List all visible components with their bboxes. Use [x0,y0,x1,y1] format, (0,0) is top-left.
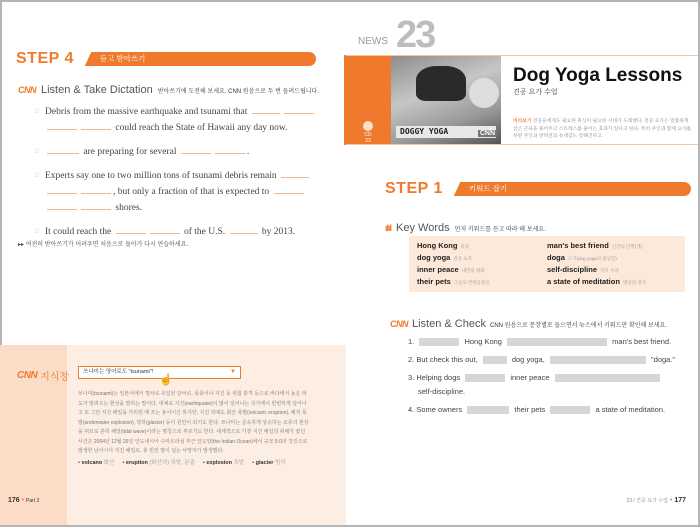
step-label: STEP 1 [385,180,443,197]
step-1-header [385,180,691,198]
dictation-section-title [18,84,319,96]
banner-accent [346,56,391,144]
chevron-down-icon[interactable]: ▼ [230,369,236,375]
dictation-blank[interactable] [150,225,180,234]
item-number: 4. [408,405,415,414]
dictation-text: . [246,147,250,157]
dictation-text: could reach the State of Hawaii any day now. [115,123,288,133]
news-number: 23 [396,14,435,56]
keyword-ko: 견공 요가 [453,256,472,261]
item-text: Hong Kong [464,337,502,346]
cnn-logo-icon: CNN [479,130,495,137]
dictation-text: Debris from the massive earthquake and tsunami that [45,107,248,117]
listen-check-heading: Listen & Check [412,318,486,330]
keyword-item [547,277,677,287]
keyword-en: inner peace [417,265,459,274]
term-en: eruption [125,460,148,466]
item-text: Some owners [416,405,463,414]
lesson-title: Dog Yoga Lessons [513,65,683,86]
dictation-blank[interactable] [230,225,258,234]
check-list [408,335,693,421]
dictation-item [37,224,317,240]
preview-label: 미리보기 [513,119,532,124]
keyword-ko: 자기 수양 [600,268,619,273]
knowledge-body: 쓰나미(tsunami)는 일본어에서 명사로 유입된 단어로, 폭풍이나 지진 등 위험 충격 등으로 바다에서 높은 파도가 밀려오는 현상을 말하는 말이다. 대체로 지진(earthquake)이 많이 일어나는 국가에서 빈번하게 일어나고 또 그런 지진 해일을 가리킬 때 쓰는 용어이긴 하지만, 지진 외에도 화산 폭발(volcanic eruption), 해저 폭발(underwater explosion), 빙하(glacier) 등이 원인이 되기도 한다. 쓰나미는 급속하게 상승하는 조류의 현상을 띠므로 흔히 해일(tidal wave)이라는 명칭으로 부르기도 한다. 세계적으로 가장 지진 해일의 피해가 컸던 사건은 2004년 12월 26일 인도네시아 수마트라섬 부근 인도양(the Indian Ocean)에서 규모 9.0의 강진으로 발생한 남아시아 지진 해일로, 총 빈민 명이 넘는 사망자가 발생했다. [78,391,309,454]
dictation-blank[interactable] [81,201,111,210]
term-en: glacier [255,460,274,466]
keyword-ko: 인간의 단짝(개) [611,244,643,249]
dictation-blank[interactable] [47,145,79,154]
dictation-text: are preparing for several [83,147,177,157]
term-ko: 화산 [103,460,115,466]
item-number: 2. [408,355,415,364]
answer-blank[interactable] [467,406,509,414]
dictation-text: It could reach the [45,227,112,237]
dictation-text: by 2013. [261,227,296,237]
item-text: a state of meditation. [595,405,666,414]
check-item [408,335,693,349]
cnn-logo-icon: CNN [18,85,36,95]
knowledge-box [0,345,346,525]
knowledge-title-text: 지식창 [40,372,70,383]
step-bar [84,52,316,66]
preview-text [513,118,693,141]
footer-text: 23 / 견공 요가 수업 [626,498,668,504]
knowledge-terms [78,458,286,466]
item-text: dog yoga, [511,355,545,364]
step-bar-text: 듣고 받아쓰기 [99,54,146,63]
keyword-item [417,241,547,251]
cd-icon [361,121,375,144]
page-number-right: 23 / 견공 요가 수업 • 177 [626,497,686,504]
keyword-item [547,253,677,263]
page-number: 176 [8,497,20,504]
keyword-item [417,265,547,275]
dictation-blank[interactable] [47,201,77,210]
answer-blank[interactable] [550,356,646,364]
dictation-blank[interactable] [181,145,211,154]
keyword-ko: 내면의 평화 [461,268,485,273]
keyword-en: their pets [417,277,451,286]
cnn-logo-icon: CNN [390,319,408,329]
item-text: "doga." [650,355,676,364]
answer-blank[interactable] [555,374,660,382]
item-number: 3. [408,373,415,382]
dictation-blank[interactable] [81,185,111,194]
listen-check-title [390,318,667,330]
keyword-en: dog yoga [417,253,451,262]
dictation-item [37,104,317,136]
audio-bars-icon: ılıl [385,223,392,233]
dog-image [469,78,499,108]
keyword-ko: 도가(dog yoga의 줄임말) [567,256,617,261]
page-number-left: 176 • Part 2 [8,497,40,504]
keyword-ko: 홍콩 [460,244,470,249]
listen-check-instruction: CNN 원음으로 문장별로 들으면서 뉴스에서 키워드만 확인해 보세요. [489,323,668,329]
item-number: 1. [408,337,415,346]
term-en: explosion [206,460,233,466]
dictation-item [37,168,317,216]
dictation-blank[interactable] [81,121,111,130]
answer-blank[interactable] [419,338,459,346]
keyword-en: self-discipline [547,265,598,274]
dictation-blank[interactable] [284,105,314,114]
term-ko: (화산의) 폭발, 분출 [149,460,195,466]
dictation-item [37,144,317,160]
person-image [416,66,466,101]
dictation-blank[interactable] [47,121,77,130]
check-item [408,403,693,417]
keyword-en: a state of meditation [547,277,620,286]
keyword-en: Hong Kong [417,241,458,250]
step-4-header [16,50,316,68]
dictation-blank[interactable] [252,105,280,114]
section-title: Listen & Take Dictation [41,84,153,96]
item-text: But check this out, [416,355,478,364]
keyword-en: man's best friend [547,241,609,250]
answer-blank[interactable] [465,374,505,382]
cnn-logo-icon: CNN [17,370,38,381]
answer-blank[interactable] [550,406,590,414]
keyword-item [547,241,677,251]
dictation-blank[interactable] [274,185,304,194]
keyword-ko: 그들의 반려동물들 [453,280,490,285]
dictation-blank[interactable] [215,145,245,154]
news-label: NEWS [358,36,388,47]
answer-blank[interactable] [507,338,607,346]
item-text: man's best friend. [612,337,672,346]
term-ko: 빙하 [274,460,286,466]
page-part: Part 2 [26,498,40,504]
keyword-en: doga [547,253,565,262]
dictation-blank[interactable] [116,225,146,234]
dropdown-value: 쓰나미는 영어로도 "tsunami"! [83,369,154,375]
dictation-blank[interactable] [47,185,77,194]
check-item [408,353,693,367]
dictation-blank[interactable] [281,169,309,178]
term-en: volcano [81,460,103,466]
keyword-item [417,253,547,263]
step-bar-text: 키워드 잡기 [468,184,508,193]
left-page [0,0,346,525]
knowledge-title [17,368,69,383]
item-text: Helping dogs [416,373,461,382]
keyword-item [547,265,677,275]
hand-cursor-icon: ☝ [159,374,173,386]
item-text: self-discipline. [418,387,466,396]
section-instruction: 받아쓰기에 도전해 보세요. CNN 원음으로 두 번 들려드립니다. [157,89,320,95]
item-text: their pets [514,405,546,414]
item-text: inner peace [510,373,550,382]
answer-blank[interactable] [483,356,507,364]
keywords-title [385,222,546,234]
lesson-subtitle: 견공 요가 수업 [513,89,558,96]
keyword-item [417,277,547,287]
keywords-heading: Key Words [396,222,450,234]
term-ko: 폭발 [233,460,245,466]
dictation-text: of the U.S. [183,227,226,237]
lesson-banner [346,55,698,145]
tip-text: ▸▸ 여전히 받아쓰기가 어려우면 처음으로 돌아가 다시 연습하세요. [18,242,189,248]
dictation-text: Experts say one to two million tons of tsunami debris remain [45,171,277,181]
keywords-box [409,236,685,292]
term-item: • eruption (화산의) 폭발, 분출 [122,460,195,466]
right-page [346,0,698,525]
term-item: • glacier 빙하 [252,460,286,466]
page-number: 177 [674,497,686,504]
check-item [408,371,693,399]
video-thumbnail[interactable] [391,56,501,144]
term-item: • explosion 폭발 [202,460,245,466]
keyword-ko: 명상의 경지 [622,280,646,285]
dictation-text: shores. [115,203,143,213]
dictation-text: , but only a fraction of that is expected to [113,187,270,197]
term-item: • volcano 화산 [78,460,115,466]
video-ticker: DOGGY YOGA [396,126,496,138]
dictation-list [37,104,317,248]
cd-label: CD 23 [364,132,372,144]
keywords-instruction: 먼저 키워드를 듣고 따라 해 보세요. [454,226,546,233]
preview-body: 견공들에게도 필요한 휴식이 필요한 시대가 도래했다. 견공 요가는 맞춤하게 굳은 근육을 풀어주고 스트레스를 줄이는 효과가 있다고 한다. 특히 주인과 함께 요가를 하면 주인과 반려견의 유대감도 강해진다고. [513,119,692,139]
step-bar [453,182,691,196]
step-label: STEP 4 [16,50,74,67]
